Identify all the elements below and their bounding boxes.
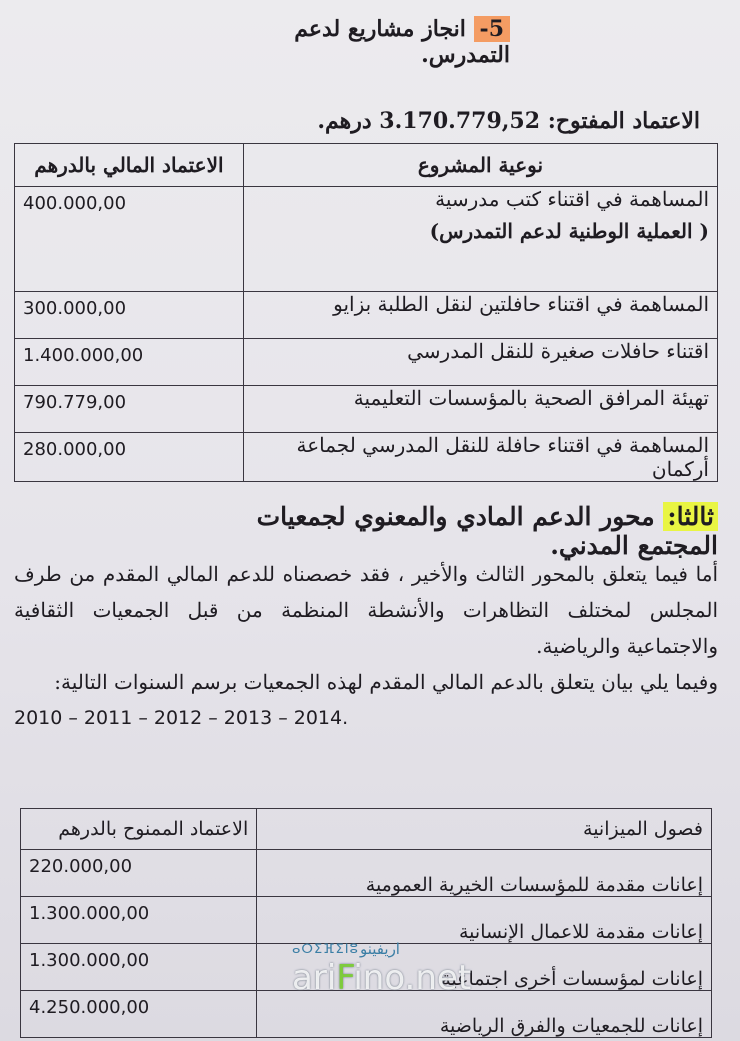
- site-watermark-logo: [292, 940, 472, 1010]
- amount-cell: 280.000,00: [15, 433, 244, 482]
- watermark-part: ari: [292, 958, 337, 998]
- table-header-row: [21, 809, 712, 850]
- amount-cell: 1.400.000,00: [15, 339, 244, 386]
- paragraph: أما فيما يتعلق بالمحور الثالث والأخير ، فقد خصصناه للدعم المالي المقدم من طرف المجلس لمختلف التظاهرات والأنشطة المنظمة من قبل الجمعيات الثقافية والاجتماعية والرياضية.: [14, 562, 718, 658]
- column-header-granted-amount: الاعتماد الممنوح بالدرهم: [21, 809, 257, 850]
- budget-chapter-cell: إعانات مقدمة للاعمال الإنسانية: [257, 897, 712, 944]
- project-type-cell: المساهمة في اقتناء حافلة للنقل المدرسي لجماعة أركمان: [243, 433, 717, 482]
- opened-credit-line: الاعتماد المفتوح: 3.170.779,52 درهم.: [317, 108, 700, 134]
- project-type-cell: تهيئة المرافق الصحية بالمؤسسات التعليمية: [243, 386, 717, 433]
- amount-cell: 1.300.000,00: [21, 897, 257, 944]
- table-row: [15, 187, 718, 292]
- watermark-part: F: [336, 958, 354, 998]
- projects-table: [14, 143, 718, 482]
- project-type-cell: [243, 187, 717, 292]
- section-title: محور الدعم المادي والمعنوي لجمعيات المجتمع المدني.: [256, 502, 718, 560]
- amount-cell: 400.000,00: [15, 187, 244, 292]
- table-row: [21, 897, 712, 944]
- amount-cell: 4.250.000,00: [21, 991, 257, 1038]
- watermark-part: ino.net: [353, 958, 472, 998]
- years-line: 2010 – 2011 – 2012 – 2013 – 2014.: [14, 707, 349, 729]
- table-row: [15, 433, 718, 482]
- column-header-amount: الاعتماد المالي بالدرهم: [15, 144, 244, 187]
- section-number: 5-: [474, 16, 510, 42]
- watermark-latin-text: [292, 958, 471, 998]
- project-type-cell: المساهمة في اقتناء حافلتين لنقل الطلبة بزايو: [243, 292, 717, 339]
- section-3-heading: [170, 502, 718, 560]
- budget-chapter-cell: إعانات للجمعيات والفرق الرياضية: [257, 991, 712, 1038]
- amount-cell: 1.300.000,00: [21, 944, 257, 991]
- section-title: انجاز مشاريع لدعم التمدرس.: [294, 16, 510, 68]
- project-subtitle: ( العملية الوطنية لدعم التمدرس): [429, 219, 709, 243]
- table-row: [21, 850, 712, 897]
- column-header-budget-chapters: فصول الميزانية: [257, 809, 712, 850]
- table-row: [15, 292, 718, 339]
- table-row: [15, 339, 718, 386]
- amount-cell: 220.000,00: [21, 850, 257, 897]
- project-type-text: المساهمة في اقتناء كتب مدرسية: [435, 187, 709, 211]
- column-header-project-type: نوعية المشروع: [243, 144, 717, 187]
- watermark-arabic-text: اريفينو: [360, 940, 400, 958]
- body-text: [14, 556, 718, 736]
- paragraph: وفيما يلي بيان يتعلق بالدعم المالي المقدم لهذه الجمعيات برسم السنوات التالية:: [54, 670, 718, 694]
- budget-chapter-cell: إعانات لمؤسسات أخرى اجتماعية: [257, 944, 712, 991]
- amount-cell: 790.779,00: [15, 386, 244, 433]
- table-header-row: [15, 144, 718, 187]
- amount-cell: 300.000,00: [15, 292, 244, 339]
- section-5-heading: [230, 16, 510, 68]
- table-row: [15, 386, 718, 433]
- watermark-tifinagh-text: ⴰⵔⵉⴼⵉⵏⵓ: [292, 942, 359, 957]
- section-label: ثالثا:: [663, 502, 718, 531]
- budget-chapter-cell: إعانات مقدمة للمؤسسات الخيرية العمومية: [257, 850, 712, 897]
- project-type-cell: اقتناء حافلات صغيرة للنقل المدرسي: [243, 339, 717, 386]
